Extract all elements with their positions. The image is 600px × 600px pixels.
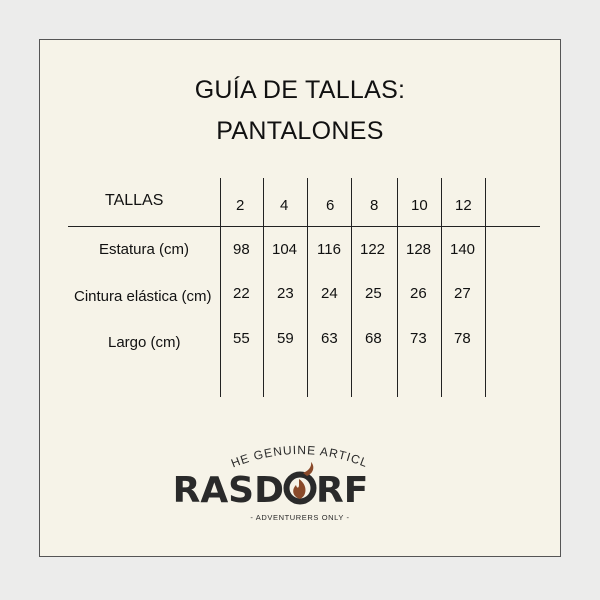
size-header: 4 xyxy=(280,197,289,214)
table-cell: 22 xyxy=(233,285,250,302)
brand-name-right: RF xyxy=(316,470,369,511)
column-divider xyxy=(263,178,264,397)
table-cell: 25 xyxy=(365,285,382,302)
column-divider xyxy=(397,178,398,397)
table-header-label: TALLAS xyxy=(105,192,164,209)
page-title-line2: PANTALONES xyxy=(216,117,384,145)
table-cell: 68 xyxy=(365,330,382,347)
size-guide-card xyxy=(39,39,561,557)
rasdorf-logo xyxy=(40,435,560,535)
table-cell: 59 xyxy=(277,330,294,347)
header-divider xyxy=(68,226,540,227)
size-header: 8 xyxy=(370,197,379,214)
table-cell: 140 xyxy=(450,241,476,258)
size-header: 12 xyxy=(455,197,472,214)
table-cell: 116 xyxy=(317,241,341,258)
row-label: Cintura elástica (cm) xyxy=(74,288,212,305)
column-divider xyxy=(441,178,442,397)
size-header: 6 xyxy=(326,197,335,214)
brand-name-left: RASD xyxy=(172,470,284,511)
table-cell: 128 xyxy=(406,241,432,258)
table-cell: 26 xyxy=(410,285,427,302)
page-title-line1: GUÍA DE TALLAS: xyxy=(194,76,406,104)
brand-subline: - ADVENTURERS ONLY - xyxy=(250,513,350,522)
table-cell: 73 xyxy=(410,330,427,347)
brand-logo-graphic xyxy=(40,435,560,535)
table-cell: 24 xyxy=(321,285,338,302)
column-divider xyxy=(351,178,352,397)
table-cell: 78 xyxy=(454,330,471,347)
table-cell: 55 xyxy=(233,330,250,347)
table-cell: 122 xyxy=(360,241,386,258)
flame-o-icon xyxy=(287,462,314,502)
column-divider xyxy=(485,178,486,397)
row-label: Largo (cm) xyxy=(108,334,181,351)
row-label: Estatura (cm) xyxy=(99,241,190,258)
column-divider xyxy=(307,178,308,397)
size-header: 2 xyxy=(236,197,245,214)
table-cell: 104 xyxy=(272,241,298,258)
brand-tagline: HE GENUINE ARTICL xyxy=(229,442,371,471)
table-cell: 27 xyxy=(454,285,471,302)
table-cell: 23 xyxy=(277,285,294,302)
size-header: 10 xyxy=(411,197,428,214)
table-cell: 63 xyxy=(321,330,338,347)
column-divider xyxy=(220,178,221,397)
table-cell: 98 xyxy=(233,241,250,258)
